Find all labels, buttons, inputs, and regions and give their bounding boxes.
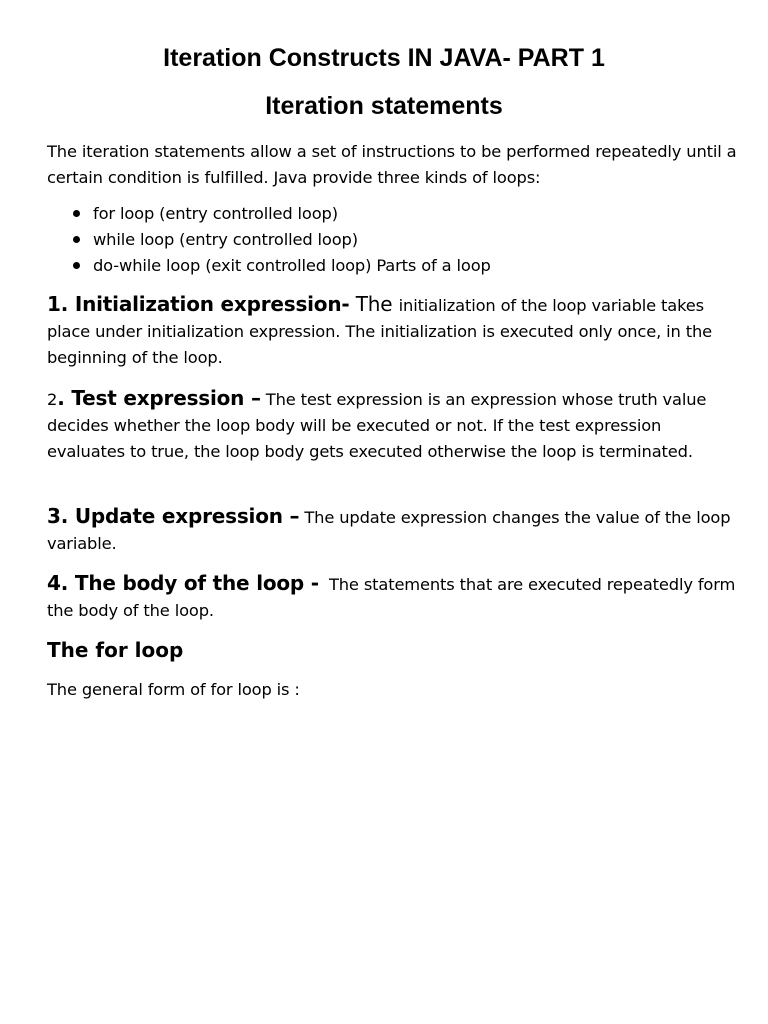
test-expression-paragraph [47, 385, 737, 465]
intro-paragraph: The iteration statements allow a set of instructions to be performed repeatedly until a certain condition is fulfilled. Java provide three kinds of loops: [47, 142, 737, 187]
loop-body-text: The statements that are executed repeatedly form the body of the loop. [47, 575, 741, 620]
initialization-text: initialization of the loop variable takes place under initialization expression. The initialization is executed only once, in the beginning of the loop. [47, 296, 712, 367]
initialization-heading: 1. Initialization expression- [47, 292, 350, 316]
bullet-icon [73, 262, 80, 269]
document-title: Iteration Constructs IN JAVA- PART 1 [163, 44, 605, 72]
list-item [47, 227, 727, 253]
initialization-heading-tail: The [349, 292, 399, 316]
update-expression-heading: 3. Update expression – [47, 504, 300, 528]
loop-types-list [47, 201, 727, 279]
update-expression-paragraph [47, 503, 737, 557]
document-subtitle: Iteration statements [265, 92, 503, 120]
bullet-icon [73, 236, 80, 243]
list-item [47, 201, 727, 227]
test-expression-heading: . Test expression – [57, 386, 261, 410]
loop-body-paragraph [47, 570, 741, 624]
initialization-paragraph [47, 291, 737, 371]
for-loop-heading: The for loop [47, 638, 184, 662]
test-expression-text: The test expression is an expression whose truth value decides whether the loop body will be executed or not. If the test expression evaluates to true, the loop body gets executed otherwise the loop is terminated. [47, 390, 707, 461]
for-loop-text: The general form of for loop is : [47, 680, 300, 699]
update-expression-text: The update expression changes the value of the loop variable. [47, 508, 731, 553]
loop-body-heading: 4. The body of the loop - [47, 571, 319, 595]
test-expression-number: 2 [47, 390, 58, 409]
list-item-text: for loop (entry controlled loop) [93, 204, 338, 223]
bullet-icon [73, 210, 80, 217]
list-item-text: do-while loop (exit controlled loop) Parts of a loop [93, 256, 491, 275]
list-item [47, 253, 727, 279]
list-item-text: while loop (entry controlled loop) [93, 230, 358, 249]
